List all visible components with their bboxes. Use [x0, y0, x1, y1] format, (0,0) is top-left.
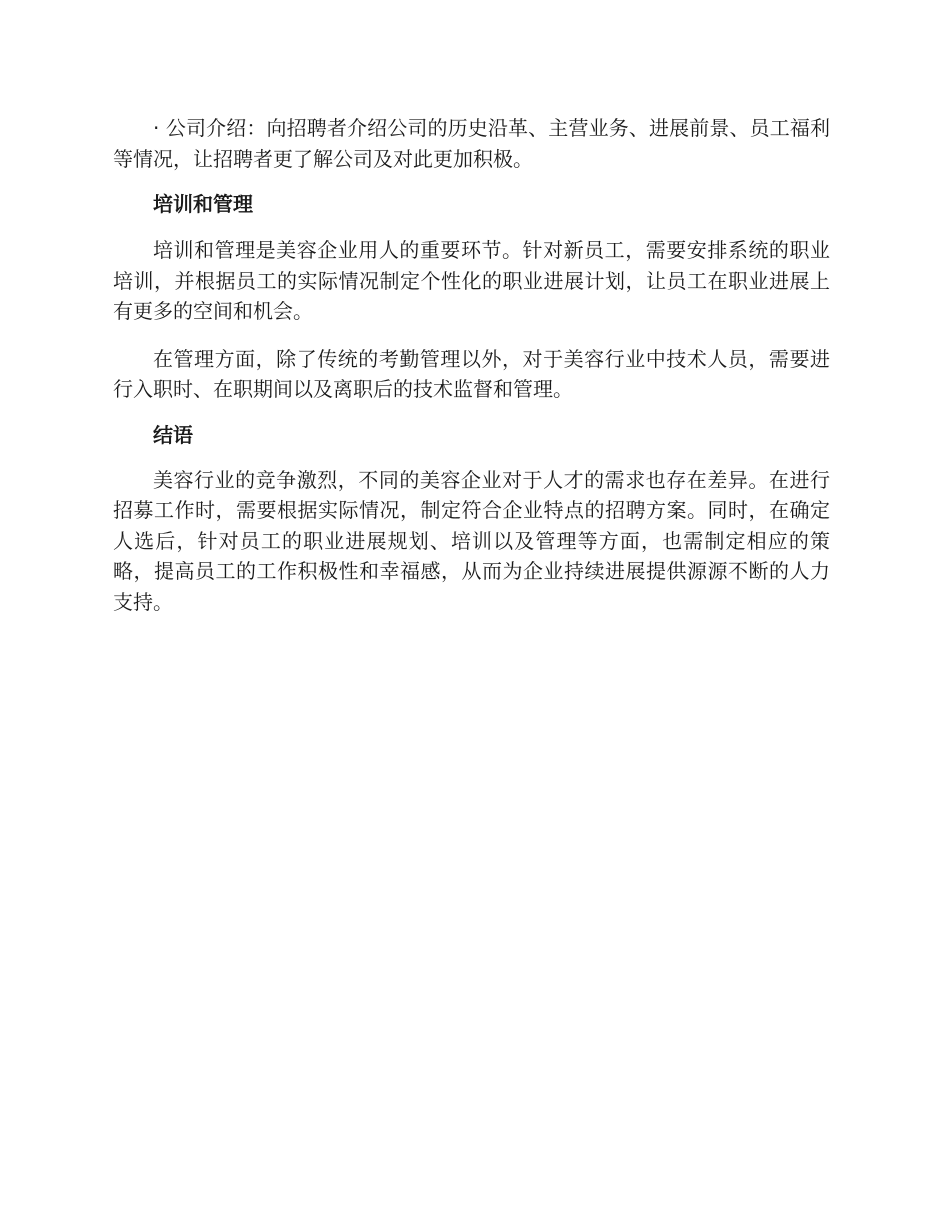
section-heading-conclusion: 结语 [153, 422, 193, 447]
intro-bullet-paragraph: · 公司介绍：向招聘者介绍公司的历史沿革、主营业务、进展前景、员工福利等情况，让招聘者更了解公司及对此更加积极。 [113, 116, 830, 171]
management-paragraph: 在管理方面，除了传统的考勤管理以外，对于美容行业中技术人员，需要进行入职时、在职期间以及离职后的技术监督和管理。 [113, 346, 830, 401]
section-heading-training: 培训和管理 [153, 192, 253, 216]
training-paragraph: 培训和管理是美容企业用人的重要环节。针对新员工，需要安排系统的职业培训，并根据员工的实际情况制定个性化的职业进展计划，让员工在职业进展上有更多的空间和机会。 [113, 238, 830, 323]
conclusion-paragraph: 美容行业的竞争激烈，不同的美容企业对于人才的需求也存在差异。在进行招募工作时，需要根据实际情况，制定符合企业特点的招聘方案。同时，在确定人选后，针对员工的职业进展规划、培训以及管理等方面，也需制定相应的策略，提高员工的工作积极性和幸福感，从而为企业持续进展提供源源不断的人力支持。 [113, 467, 830, 614]
